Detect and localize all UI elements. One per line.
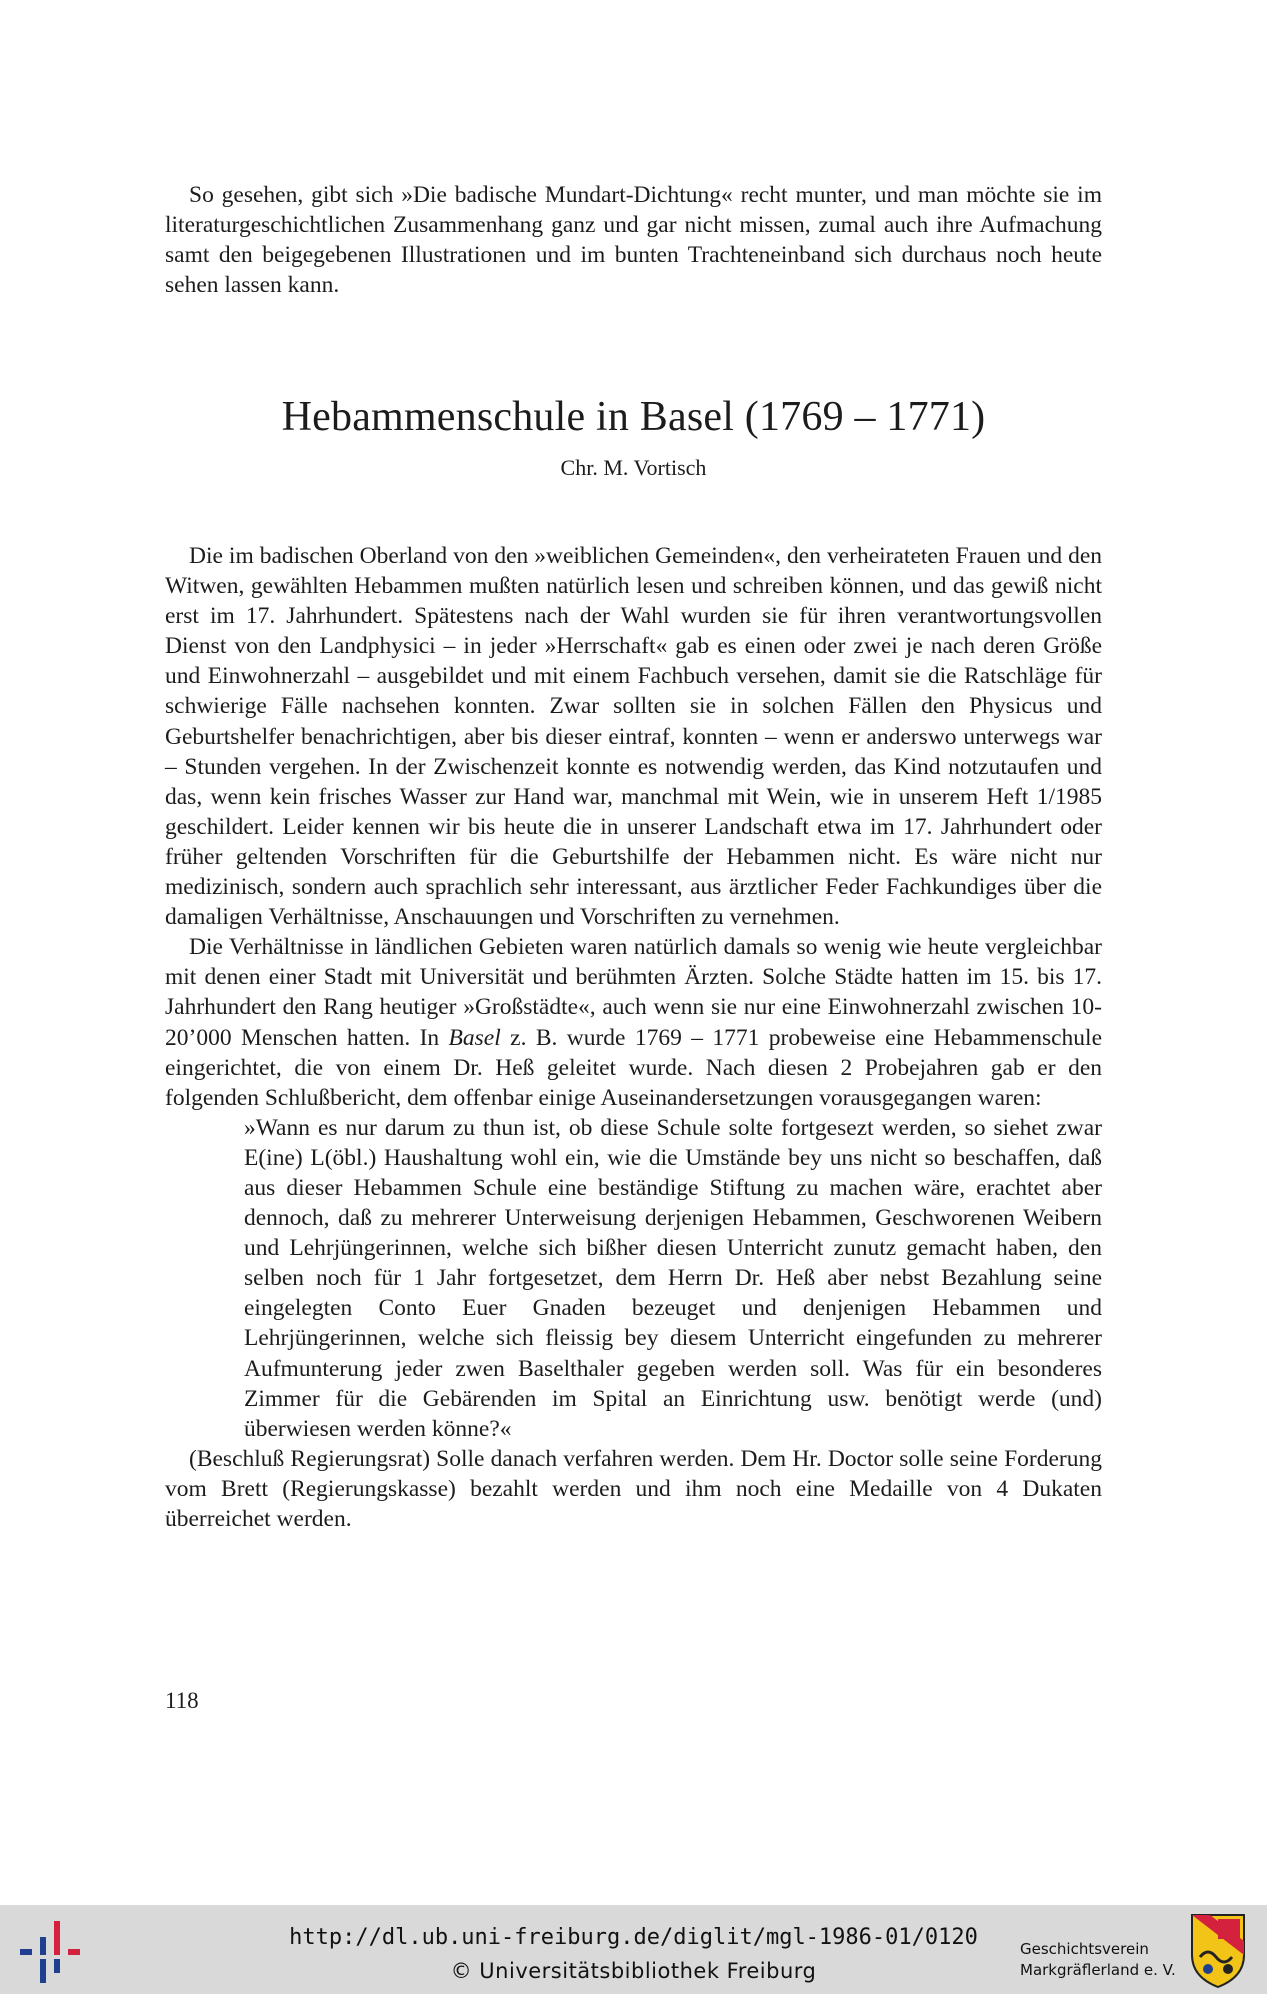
society-line-2: Markgräflerland e. V. [1020, 1961, 1176, 1979]
paragraph-3: (Beschluß Regierungsrat) Solle danach verfahren werden. Dem Hr. Doctor solle seine Forderung vom Brett (Regierungskasse) bezahlt werden und ihm noch eine Medaille von 4 Dukaten überreichet werden. [165, 1445, 1102, 1532]
block-quote: »Wann es nur darum zu thun ist, ob diese Schule solte fortgesezt werden, so siehet zwar E(ine) L(öbl.) Haushaltung wohl ein, wie die Umstände bey uns nicht so beschaffen, daß aus dieser Hebammen Schule eine beständige Stiftung zu machen wäre, erachtet aber dennoch, daß zu mehrerer Unterweisung derjenigen Hebammen, Geschworenen Weibern und Lehrjüngerinnen, welche sich bißher diesen Unterricht zunutz gemacht haben, den selben noch für 1 Jahr fortgesetzet, dem Herrn Dr. Heß aber nebst Bezahlung seine eingelegten Conto Euer Gnaden bezeuget und denjenigen Hebammen und Lehrjüngerinnen, welche sich fleissig bey diesem Unterricht eingefunden zu mehrerer Aufmunterung jeder zwen Baselthaler gegeben werden soll. Was für ein besonderes Zimmer für die Gebärenden im Spital an Einrichtung usw. benötigt werde (und) überwiesen werden könne?« [244, 1114, 1102, 1442]
paragraph-2 [165, 932, 1102, 1113]
page-number: 118 [165, 1688, 199, 1713]
basel-emphasis: Basel [448, 1024, 501, 1051]
paragraph-1: Die im badischen Oberland von den »weiblichen Gemeinden«, den verheirateten Frauen und den Witwen, gewählten Hebammen mußten natürlich lesen und schreiben können, und das gewiß nicht erst im 17. Jahrhundert. Spätestens nach der Wahl wurden sie für ihren verantwortungsvollen Dienst von den Landphysici – in jeder »Herrschaft« gab es einen oder zwei je nach deren Größe und Einwohnerzahl – ausgebildet und mit einem Fachbuch versehen, damit sie die Ratschläge für schwierige Fälle nachsehen konnten. Zwar sollten sie in solchen Fällen den Physicus und Geburtshelfer benachrichtigen, aber bis dieser eintraf, konnten – wenn er anderswo unterwegs war – Stunden vergehen. In der Zwischenzeit konnte es notwendig werden, das Kind notzutaufen und das, wenn kein frisches Wasser zur Hand war, manchmal mit Wein, wie in unserem Heft 1/1985 geschildert. Leider kennen wir bis heute die in unserer Landschaft etwa im 17. Jahrhundert oder früher geltenden Vorschriften für die Geburtshilfe der Hebammen nicht. Es wäre nicht nur medizinisch, sondern auch sprachlich sehr interessant, aus ärztlicher Feder Fachkundiges über die damaligen Verhältnisse, Anschauungen und Vorschriften zu vernehmen. [165, 543, 1102, 931]
article-author: Chr. M. Vortisch [560, 455, 707, 480]
society-name [1020, 1939, 1180, 1981]
copyright-text: © Universitätsbibliothek Freiburg [450, 1959, 817, 1983]
paragraph-2-text-a: Die Verhältnisse in ländlichen Gebieten waren natürlich damals so wenig wie heute vergleichbar mit denen einer Stadt mit Universität und berühmten Ärzten. Solche Städte hatten im 15. bis 17. Jahrhundert den Rang heutiger »Großstädte«, auch wenn sie nur eine Einwohnerzahl zwischen 10-20’000 Menschen hatten. In [165, 934, 1102, 1051]
intro-text: So gesehen, gibt sich »Die badische Mundart-Dichtung« recht munter, und man möchte sie im literaturgeschichtlichen Zusammenhang ganz und gar nicht missen, zumal auch ihre Aufmachung samt den beigegebenen Illustrationen und im bunten Trachteneinband sich durchaus noch heute sehen lassen kann. [165, 182, 1102, 299]
article-body [165, 541, 1102, 1534]
paragraph-2-text-b: z. B. wurde 1769 – 1771 probeweise eine Hebammenschule eingerichtet, die von einem Dr. Heß geleitet wurde. Nach diesen 2 Probejahren gab er den folgenden Schlußbericht, dem offenbar einige Auseinandersetzungen vorausgegangen waren: [165, 1024, 1103, 1111]
article-title: Hebammenschule in Basel (1769 – 1771) [281, 394, 986, 440]
footer-bar [0, 1905, 1267, 1994]
society-line-1: Geschichtsverein [1020, 1940, 1149, 1958]
intro-paragraph [165, 180, 1102, 300]
coat-of-arms-icon [1188, 1911, 1248, 1989]
document-url-link[interactable]: http://dl.ub.uni-freiburg.de/diglit/mgl-1986-01/0120 [289, 1925, 978, 1950]
